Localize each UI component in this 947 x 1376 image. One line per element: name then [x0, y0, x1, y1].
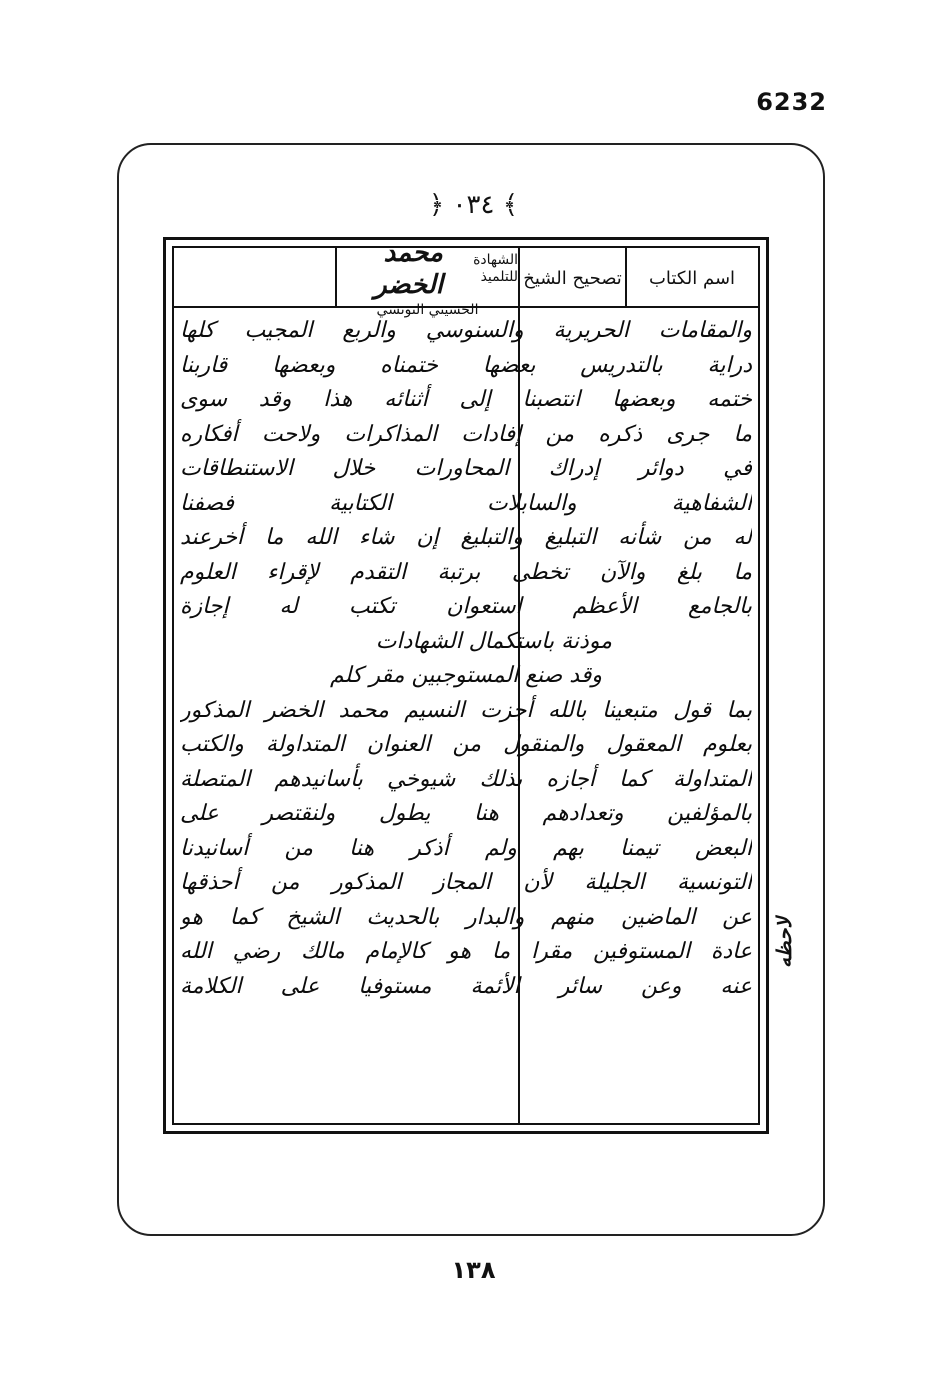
text-line: ما بلغ والآن تخطى برتبة التقدم لإقراء العلوم	[180, 559, 752, 585]
text-line: والمقامات الحريرية والسنوسي والربع المجيب كلها	[180, 318, 752, 343]
text-line: له من شأنه التبليغ والتبليغ إن شاء الله ما أخرعند	[180, 525, 752, 550]
page-number-bottom: ١٣٨	[451, 1256, 496, 1284]
text-line: بعلوم المعقول والمنقول من العنوان المتداولة والكتب	[180, 732, 752, 757]
text-line: ما جرى ذكره من إفادات المذاكرات ولاحت أفكاره	[180, 421, 752, 447]
text-line: دراية بالتدريس بعضها ختمناه وبعضها قاربنا	[180, 352, 752, 378]
handwritten-text-body	[174, 310, 758, 1123]
text-line: عن الماضين منهم والبدار بالحديث الشيخ كما هو	[180, 904, 752, 930]
text-line: بما قول متبعينا بالله أجزت النسيم محمد الخضر المذكور	[180, 697, 752, 723]
folio-number	[0, 190, 947, 220]
header-student-label: الشهادة للتلميذ	[473, 251, 518, 286]
margin-signature: لاحظه	[772, 917, 796, 968]
folio-label: ﴿ ٠٣٤ ﴾	[429, 190, 518, 220]
student-name: محمد الخضر	[374, 237, 443, 301]
text-line: وقد صنع المستوجبين مقر كلم	[330, 663, 602, 688]
page-number-top: 6232	[756, 88, 827, 116]
header-book-name: اسم الكتاب	[648, 267, 736, 289]
text-line: الشفاهية والسابلات الكتابية فصفنا	[180, 490, 752, 516]
text-line: موذنة باستكمال الشهادات	[375, 628, 612, 654]
text-line: المتداولة كما أجازه بذلك شيوخي بأسانيدهم المتصلة	[180, 766, 752, 792]
text-line: عادة المستوفين مقرا ما هو كالإمام مالك رضي الله	[180, 939, 752, 964]
text-line: ختمه وبعضها انتصبنا إلى أثنائه هذا وقد سوى	[180, 387, 752, 412]
ledger-table	[163, 237, 769, 1134]
text-line: عنه وعن سائر الأئمة مستوفيا على الكلامة	[180, 973, 752, 999]
text-line: بالجامع الأعظم استعوان تكتب له إجازة	[180, 594, 752, 619]
text-line: البعض تيمنا بهم ولم أذكر هنا من أسانيدنا	[180, 835, 752, 861]
header-sheikh-correction: تصحيح الشيخ	[523, 267, 622, 289]
header-student-certificate	[337, 237, 518, 318]
text-line: التونسية الجليلة لأن المجاز المذكور من أحذقها	[180, 870, 752, 895]
text-line: بالمؤلفين وتعدادهم هنا يطول ولنقتصر على	[180, 801, 752, 826]
student-subline: الحسيني التونسي	[376, 301, 479, 318]
ledger-inner-border	[172, 237, 760, 1125]
text-line: في دوائر إدراك المحاورات خلال الاستنطاقات	[180, 456, 752, 481]
